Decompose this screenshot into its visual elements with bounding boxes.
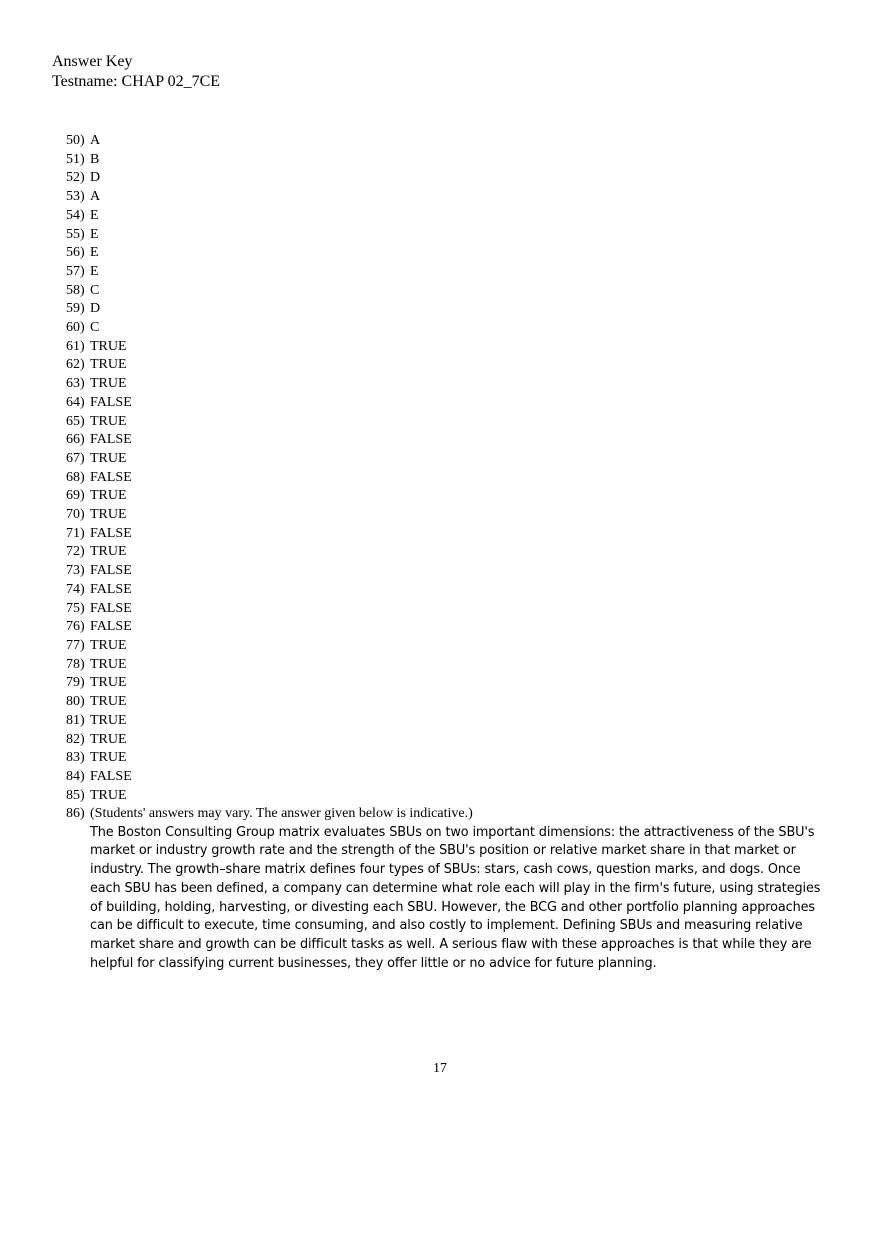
page-header [52, 52, 220, 92]
answer-row [66, 768, 826, 787]
answer-value: D [90, 170, 101, 186]
answer-number: 77) [66, 637, 85, 653]
answer-row [66, 656, 826, 675]
answer-value: FALSE [90, 581, 132, 597]
answer-row [66, 188, 826, 207]
answer-row [66, 338, 826, 357]
answer-row [66, 562, 826, 581]
answer-row [66, 375, 826, 394]
essay-answer-text: The Boston Consulting Group matrix evaluates SBUs on two important dimensions: the attractiveness of the SBU's market or industry growth rate and the strength of the SBU's position or relative market share in that market or industry. The growth–share matrix defines four types of SBUs: stars, cash cows, question marks, and dogs. Once each SBU has been defined, a company can determine what role each will play in the firm's future, using strategies of building, holding, harvesting, or divesting each SBU. However, the BCG and other portfolio planning approaches can be difficult to execute, time consuming, and also costly to implement. Defining SBUs and measuring relative market share and growth can be difficult tasks as well. A serious flaw with these approaches is that while they are helpful for classifying current businesses, they offer little or no advice for future planning. [90, 824, 821, 971]
answer-number: 83) [66, 750, 85, 766]
answer-value: TRUE [90, 750, 127, 766]
answer-number: 75) [66, 600, 85, 616]
answer-number: 82) [66, 731, 85, 747]
header-testname: Testname: CHAP 02_7CE [52, 73, 221, 90]
answer-value: FALSE [90, 432, 132, 448]
answer-value: TRUE [90, 675, 127, 691]
answer-number: 62) [66, 357, 85, 373]
answer-row [66, 469, 826, 488]
answer-row [66, 581, 826, 600]
answer-number: 64) [66, 394, 85, 410]
answer-row [66, 151, 826, 170]
answer-row [66, 263, 826, 282]
header-title: Answer Key [52, 53, 133, 70]
answer-value: C [90, 320, 100, 336]
answer-value: TRUE [90, 731, 127, 747]
answer-number: 78) [66, 656, 85, 672]
answer-value: TRUE [90, 338, 127, 354]
answer-number: 74) [66, 581, 85, 597]
answer-value: TRUE [90, 787, 127, 803]
answer-value: A [90, 189, 101, 205]
answer-number: 73) [66, 563, 85, 579]
answer-value: C [90, 282, 100, 298]
answer-row [66, 525, 826, 544]
answer-row [66, 394, 826, 413]
answer-number: 51) [66, 151, 85, 167]
answer-value: TRUE [90, 450, 127, 466]
answer-value: FALSE [90, 469, 132, 485]
answer-row [66, 431, 826, 450]
answer-number: 61) [66, 338, 85, 354]
answer-row [66, 413, 826, 432]
page-number: 17 [433, 1061, 447, 1076]
answer-number: 84) [66, 768, 85, 784]
answer-row [66, 731, 826, 750]
answer-number: 56) [66, 245, 85, 261]
answer-number: 57) [66, 263, 85, 279]
answer-number: 65) [66, 413, 85, 429]
essay-answer-number: 86) [66, 806, 85, 821]
answer-value: TRUE [90, 507, 127, 523]
answer-row [66, 207, 826, 226]
answer-row [66, 282, 826, 301]
answer-value: FALSE [90, 525, 132, 541]
answer-row [66, 300, 826, 319]
answer-number: 58) [66, 282, 85, 298]
answer-row [66, 506, 826, 525]
answer-value: FALSE [90, 600, 132, 616]
answer-number: 80) [66, 694, 85, 710]
answer-row [66, 787, 826, 806]
answer-row [66, 226, 826, 245]
answer-row [66, 712, 826, 731]
answer-number: 69) [66, 488, 85, 504]
answer-value: B [90, 151, 100, 167]
answer-value: E [90, 226, 99, 242]
answer-value: FALSE [90, 619, 132, 635]
answer-row [66, 244, 826, 263]
answer-row [66, 749, 826, 768]
answer-value: TRUE [90, 712, 127, 728]
answer-value: TRUE [90, 694, 127, 710]
essay-answer-note: (Students' answers may vary. The answer given below is indicative.) [90, 806, 473, 821]
answer-value: FALSE [90, 394, 132, 410]
answer-number: 72) [66, 544, 85, 560]
answer-number: 79) [66, 675, 85, 691]
answer-row [66, 543, 826, 562]
answer-value: TRUE [90, 357, 127, 373]
answer-row [66, 356, 826, 375]
answer-value: E [90, 207, 99, 223]
answer-row [66, 637, 826, 656]
answer-number: 76) [66, 619, 85, 635]
answer-number: 81) [66, 712, 85, 728]
answer-number: 52) [66, 170, 85, 186]
answer-number: 53) [66, 189, 85, 205]
answer-row [66, 132, 826, 151]
answer-number: 59) [66, 301, 85, 317]
answer-row [66, 674, 826, 693]
answer-value: A [90, 133, 101, 148]
answer-number: 60) [66, 320, 85, 336]
answer-number: 50) [66, 133, 85, 148]
answer-value: TRUE [90, 637, 127, 653]
answer-number: 54) [66, 207, 85, 223]
answer-number: 85) [66, 787, 85, 803]
answer-number: 68) [66, 469, 85, 485]
essay-answer-row [66, 805, 826, 824]
answer-value: TRUE [90, 413, 127, 429]
answer-number: 55) [66, 226, 85, 242]
answer-number: 66) [66, 432, 85, 448]
essay-answer [66, 805, 826, 973]
answer-value: E [90, 245, 99, 261]
answer-value: D [90, 301, 101, 317]
answer-row [66, 450, 826, 469]
answer-row [66, 169, 826, 188]
answer-value: FALSE [90, 563, 132, 579]
answer-value: E [90, 263, 99, 279]
answer-value: TRUE [90, 488, 127, 504]
answer-number: 67) [66, 450, 85, 466]
answer-list [66, 132, 826, 805]
answer-number: 70) [66, 507, 85, 523]
answer-row [66, 600, 826, 619]
answer-value: TRUE [90, 656, 127, 672]
answer-value: FALSE [90, 768, 132, 784]
answer-value: TRUE [90, 376, 127, 392]
answer-number: 63) [66, 376, 85, 392]
answer-number: 71) [66, 525, 85, 541]
answer-row [66, 487, 826, 506]
answer-row [66, 693, 826, 712]
answer-value: TRUE [90, 544, 127, 560]
answer-row [66, 618, 826, 637]
answer-row [66, 319, 826, 338]
